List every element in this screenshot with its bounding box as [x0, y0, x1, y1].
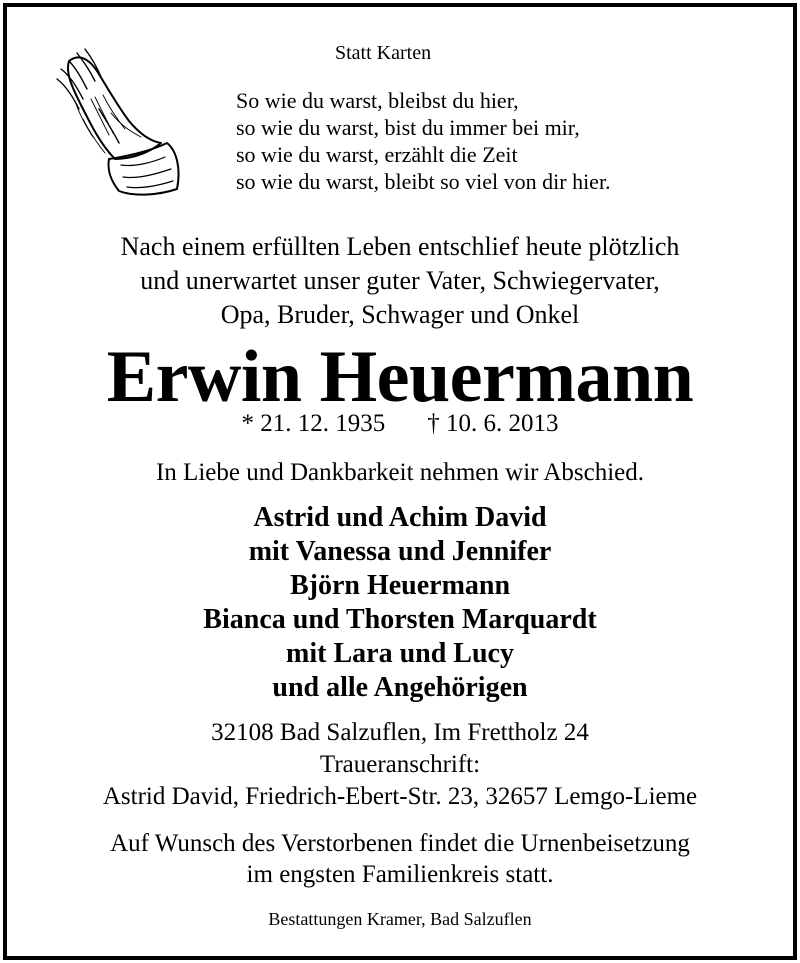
poem-line: So wie du warst, bleibst du hier, — [236, 88, 519, 113]
address-block — [7, 717, 793, 813]
poem-line: so wie du warst, bist du immer bei mir, — [236, 115, 580, 140]
poem-line: so wie du warst, erzählt die Zeit — [236, 142, 518, 167]
intro-line: und unerwartet unser guter Vater, Schwiegervater, — [140, 266, 660, 295]
burial-note-line: Auf Wunsch des Verstorbenen findet die Urnenbeisetzung — [110, 830, 690, 857]
mourner-line: mit Lara und Lucy — [286, 638, 514, 669]
mourner-line: Bianca und Thorsten Marquardt — [203, 604, 597, 635]
mourning-address-label: Traueranschrift: — [319, 751, 481, 778]
mourner-line: mit Vanessa und Jennifer — [248, 536, 552, 567]
birth-date: * 21. 12. 1935 — [241, 410, 386, 437]
mourner-line: und alle Angehörigen — [272, 672, 528, 703]
poem-line: so wie du warst, bleibt so viel von dir hier. — [236, 169, 611, 194]
intro-text — [7, 230, 793, 332]
praying-hands-icon — [39, 39, 189, 204]
home-address: 32108 Bad Salzuflen, Im Frettholz 24 — [211, 719, 589, 746]
obituary-notice — [3, 3, 797, 960]
death-date: † 10. 6. 2013 — [427, 410, 559, 437]
mourners-list — [7, 501, 793, 705]
mourning-address: Astrid David, Friedrich-Ebert-Str. 23, 32657 Lemgo-Lieme — [102, 783, 698, 810]
farewell-text: In Liebe und Dankbarkeit nehmen wir Abschied. — [155, 459, 645, 486]
burial-note — [7, 828, 793, 890]
undertaker-name: Bestattungen Kramer, Bad Salzuflen — [268, 909, 532, 929]
life-dates — [7, 409, 793, 439]
intro-line: Opa, Bruder, Schwager und Onkel — [220, 300, 580, 329]
burial-note-line: im engsten Familienkreis statt. — [246, 861, 554, 888]
deceased-name: Erwin Heuermann — [106, 336, 694, 418]
mourner-line: Astrid und Achim David — [253, 502, 547, 533]
mourner-line: Björn Heuermann — [289, 570, 511, 601]
stamp-text: Statt Karten — [335, 42, 432, 64]
intro-line: Nach einem erfüllten Leben entschlief heute plötzlich — [120, 232, 680, 261]
poem — [236, 87, 611, 195]
